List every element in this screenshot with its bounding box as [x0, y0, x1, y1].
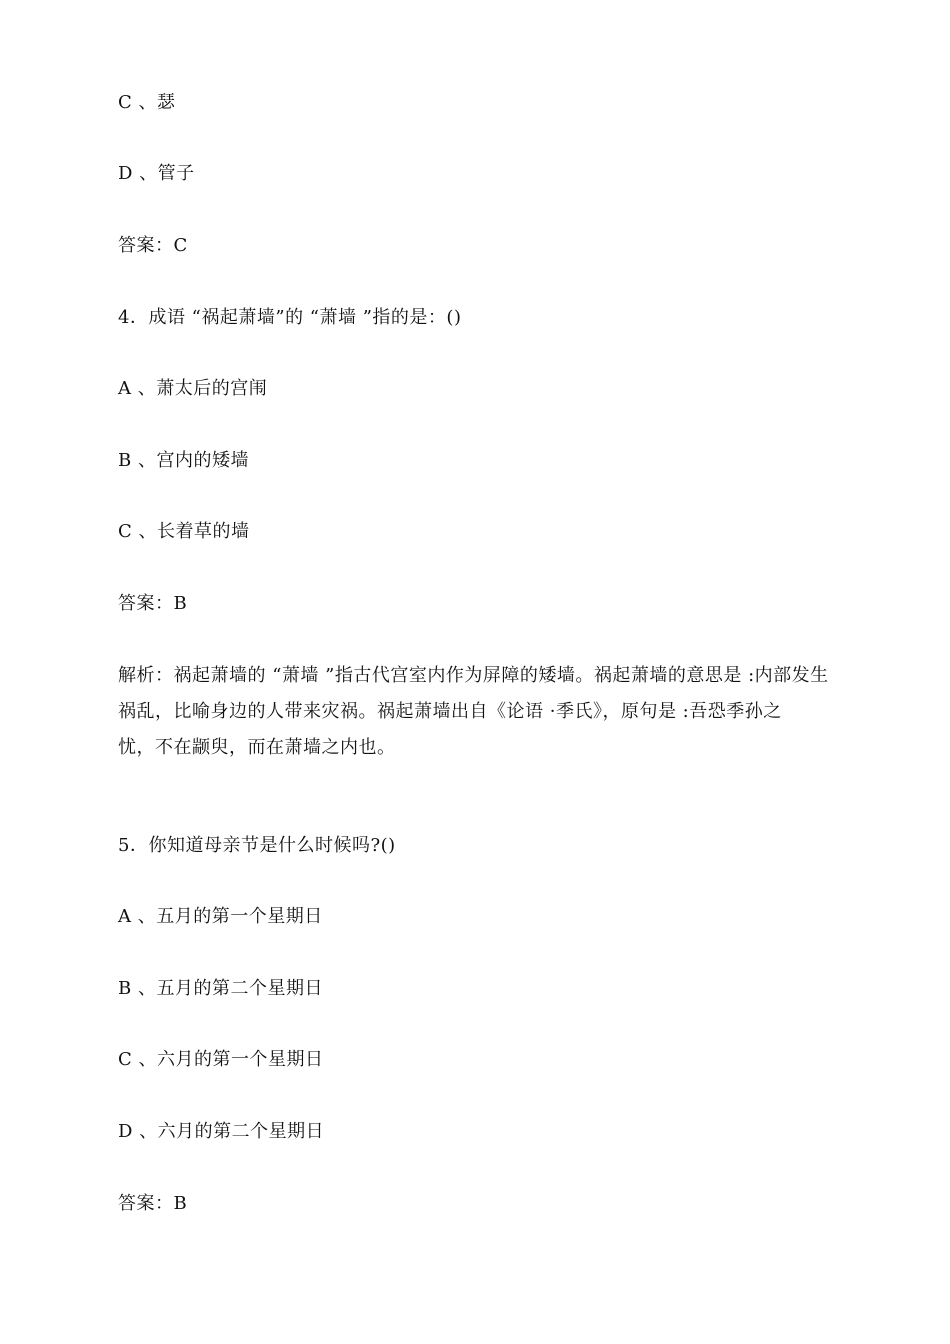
q4-analysis-line: 解析：祸起萧墙的 “萧墙 ”指古代宫室内作为屏障的矮墙。祸起萧墙的意思是 :内部发生	[118, 665, 829, 686]
q5-option-b: B 、五月的第二个星期日	[118, 978, 323, 999]
q4-option-b: B 、宫内的矮墙	[118, 450, 249, 471]
q5-option-c: C 、六月的第一个星期日	[118, 1049, 324, 1070]
q5-answer: 答案：B	[118, 1193, 188, 1214]
q3-option-c: C 、瑟	[118, 92, 176, 113]
q3-option-d: D 、管子	[118, 163, 195, 184]
q4-answer: 答案：B	[118, 593, 188, 614]
q5-option-a: A 、五月的第一个星期日	[118, 906, 323, 927]
q5-option-d: D 、六月的第二个星期日	[118, 1121, 325, 1142]
q4-analysis-line: 祸乱，比喻身边的人带来灾祸。祸起萧墙出自《论语 ·季氏》，原句是 :吾恐季孙之	[118, 701, 782, 722]
q4-analysis	[118, 658, 833, 766]
q4-option-a: A 、萧太后的宫闱	[118, 378, 268, 399]
q5-question: 5．你知道母亲节是什么时候吗?()	[118, 835, 396, 856]
q3-answer: 答案：C	[118, 235, 188, 256]
q4-option-c: C 、长着草的墙	[118, 521, 250, 542]
q4-question: 4．成语 “祸起萧墙”的 “萧墙 ”指的是：()	[118, 307, 462, 328]
q4-analysis-line: 忧，不在颛臾，而在萧墙之内也。	[118, 737, 396, 758]
